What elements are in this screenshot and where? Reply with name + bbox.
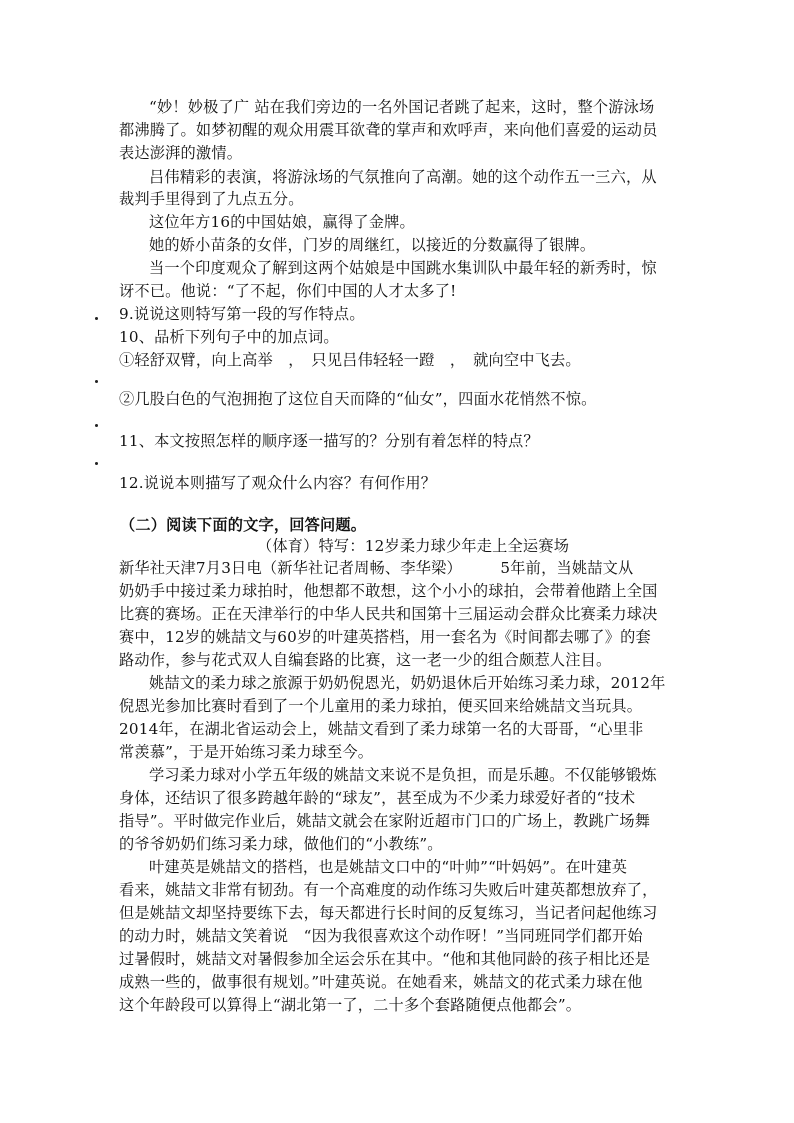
article-line: 过暑假时，姚喆文对暑假参加全运会乐在其中。“他和其他同龄的孩子相比还是 (119, 950, 651, 968)
passage1-line: “妙！妙极了广 站在我们旁边的一名外国记者跳了起来，这时，整个游泳场 (149, 98, 655, 116)
article-line: 倪恩光参加比赛时看到了一个儿童用的柔力球拍，便买回来给姚喆文当玩具。 (119, 697, 643, 715)
passage1-line: 表达澎湃的激情。 (119, 144, 243, 162)
passage1-line: 吕伟精彩的表演，将游泳场的气氛推向了高潮。她的这个动作五一三六，从 (149, 168, 657, 186)
article-line: 指导”。平时做完作业后，姚喆文就会在家附近超市门口的广场上，教跳广场舞 (119, 812, 651, 830)
question-10: 10、品析下列句子中的加点词。 (119, 328, 339, 346)
answer-marker (95, 462, 98, 465)
question-10-sentence-1: ①轻舒双臂，向上高举 ， 只见吕伟轻轻一蹬 ， 就向空中飞去。 (119, 351, 581, 369)
passage1-line: 当一个印度观众了解到这两个姑娘是中国跳水集训队中最年轻的新秀时，惊 (149, 259, 657, 277)
passage1-line: 这位年方16的中国姑娘，赢得了金牌。 (149, 213, 415, 231)
article-line: 路动作，参与花式双人自编套路的比赛，这一老一少的组合颇惹人注目。 (119, 651, 612, 669)
article-line: 奶奶手中接过柔力球拍时，他想都不敢想，这个小小的球拍，会带着他踏上全国 (119, 582, 658, 600)
article-line: 2014年，在湖北省运动会上，姚喆文看到了柔力球第一名的大哥哥，“心里非 (119, 720, 644, 738)
article-line: 这个年龄段可以算得上“湖北第一了，二十多个套路随便点他都会”。 (119, 996, 582, 1014)
passage1-line: 她的娇小苗条的女伴，门岁的周继红，以接近的分数赢得了银牌。 (149, 236, 596, 254)
answer-marker (95, 424, 98, 427)
article-line: 姚喆文的柔力球之旅源于奶奶倪恩光，奶奶退休后开始练习柔力球，2012年 (149, 674, 666, 692)
article-line: 身体，还结识了很多跨越年龄的“球友”，甚至成为不少柔力球爱好者的“技术 (119, 789, 636, 807)
question-9: 9.说说这则特写第一段的写作特点。 (119, 305, 365, 323)
passage1-line: 裁判手里得到了九点五分。 (119, 190, 304, 208)
question-10-sentence-2: ②几股白色的气泡拥抱了这位自天而降的“仙女”，四面水花悄然不惊。 (119, 390, 597, 408)
question-12: 12.说说本则描写了观众什么内容？有何作用？ (119, 474, 437, 492)
question-11: 11、本文按照怎样的顺序逐一描写的？分别有着怎样的特点？ (119, 432, 539, 450)
answer-marker (95, 317, 98, 320)
article-line: 的爷爷奶奶们练习柔力球，做他们的“小教练”。 (119, 835, 443, 853)
article-line: 叶建英是姚喆文的搭档，也是姚喆文口中的“叶帅”“叶妈妈”。在叶建英 (149, 858, 628, 876)
article-line: 看来，姚喆文非常有韧劲。有一个高难度的动作练习失败后叶建英都想放弃了， (119, 881, 658, 899)
article-line: 的动力时，姚喆文笑着说 “因为我很喜欢这个动作呀！”当同班同学们都开始 (119, 927, 643, 945)
article-line: 比赛的赛场。正在天津举行的中华人民共和国第十三届运动会群众比赛柔力球决 (119, 605, 658, 623)
passage1-line: 都沸腾了。如梦初醒的观众用震耳欲聋的掌声和欢呼声，来向他们喜爱的运动员 (119, 121, 658, 139)
article-line: 但是姚喆文却坚持要练下去，每天都进行长时间的反复练习，当记者问起他练习 (119, 904, 658, 922)
passage1-line: 讶不已。他说：“了不起，你们中国的人才太多了! (119, 282, 457, 300)
article-line: 赛中，12岁的姚喆文与60岁的叶建英搭档，用一套名为《时间都去哪了》的套 (119, 628, 651, 646)
article-title: （体育）特写：12岁柔力球少年走上全运赛场 (257, 537, 570, 555)
article-line: 学习柔力球对小学五年级的姚喆文来说不是负担，而是乐趣。不仅能够锻炼 (149, 766, 657, 784)
answer-marker (95, 380, 98, 383)
article-line: 成熟一些的，做事很有规划。”叶建英说。在她看来，姚喆文的花式柔力球在他 (119, 973, 643, 991)
article-line: 常羡慕”，于是开始练习柔力球至今。 (119, 743, 374, 761)
article-line: 新华社天津7月3日电（新华社记者周畅、李华梁） 5年前，当姚喆文从 (119, 559, 634, 577)
section2-heading: （二）阅读下面的文字，回答问题。 (120, 516, 367, 534)
